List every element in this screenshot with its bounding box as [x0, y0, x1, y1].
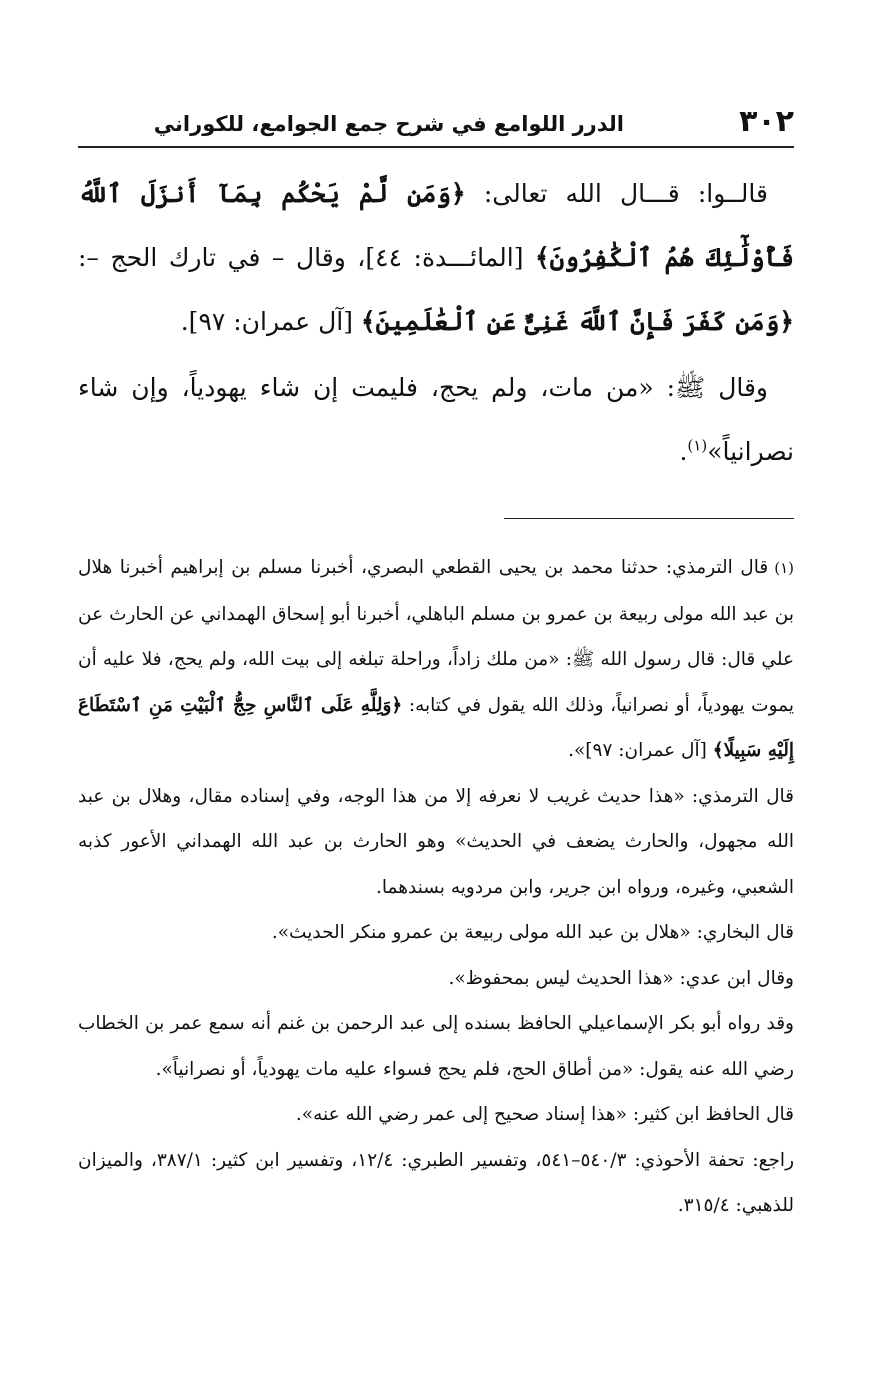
document-page	[78, 96, 794, 1229]
footnote-text: قال الترمذي: حدثنا محمد بن يحيى القطعي البصري، أخبرنا مسلم بن إبراهيم أخبرنا هلال بن عبد الله مولى ربيعة بن عمرو بن مسلم الباهلي، أخبرنا أبو إسحاق الهمداني عن الحارث عن علي قال: قال رسول الله ﷺ: «من ملك زاداً، وراحلة تبلغه إلى بيت الله، ولم يحج، فلا عليه أن يموت يهودياً، أو نصرانياً، وذلك الله يقول في كتابه:	[78, 557, 794, 716]
running-header	[78, 96, 794, 148]
footnote-paragraph: قال الحافظ ابن كثير: «هذا إسناد صحيح إلى عمر رضي الله عنه».	[295, 1104, 794, 1125]
verse-reference: [آل عمران: ٩٧]».	[568, 740, 713, 761]
quran-verse: ﴿وَمَن كَفَرَ فَإِنَّ ٱللَّهَ غَنِىٌّ عَنِ ٱلْعَٰلَمِينَ﴾	[360, 307, 794, 336]
punctuation: .	[679, 437, 688, 466]
quran-verse: ﴿وَمَن لَّمْ يَحْكُم بِمَآ أَنزَلَ ٱللَّهُ فَأُوْلَٰٓئِكَ هُمُ ٱلْكَٰفِرُونَ﴾	[78, 179, 794, 272]
footnote-paragraph: وقد رواه أبو بكر الإسماعيلي الحافظ بسنده إلى عبد الرحمن بن غنم أنه سمع عمر بن الخطاب رضي الله عنه يقول: «من أطاق الحج، فلم يحج فسواء عليه مات يهودياً، أو نصرانياً».	[78, 1013, 794, 1080]
footnote-paragraph: قال الترمذي: «هذا حديث غريب لا نعرفه إلا من هذا الوجه، وفي إسناده مقال، وهلال بن عبد الله مجهول، والحارث يضعف في الحديث» وهو الحارث بن عبد الله الهمداني الأعور كذبه الشعبي، وغيره، ورواه ابن جرير، وابن مردويه بسندهما.	[78, 785, 794, 898]
footnote-paragraph: قال البخاري: «هلال بن عبد الله مولى ربيعة بن عمرو منكر الحديث».	[271, 922, 794, 943]
main-text	[78, 162, 794, 484]
hadith-text: وقال ﷺ: «من مات، ولم يحج، فليمت إن شاء يهودياً، وإن شاء نصرانياً»	[78, 373, 794, 466]
footnote-paragraph: وقال ابن عدي: «هذا الحديث ليس بمحفوظ».	[448, 967, 794, 989]
main-paragraph	[78, 162, 794, 354]
footnote-marker: (١)	[774, 559, 794, 577]
footnote-paragraph	[78, 545, 794, 774]
footnotes	[78, 545, 794, 1229]
footnote-separator	[78, 518, 794, 519]
footnote-reference: (١)	[687, 436, 708, 455]
verse-reference: [آل عمران: ٩٧].	[180, 307, 361, 336]
footnote-rule	[504, 518, 794, 519]
page-number: ٣٠٢	[739, 104, 794, 139]
main-paragraph	[78, 356, 794, 484]
quran-verse: ﴿وَلِلَّهِ عَلَى ٱلنَّاسِ حِجُّ ٱلْبَيْتِ مَنِ ٱسْتَطَاعَ إِلَيْهِ سَبِيلًا﴾	[78, 694, 794, 761]
footnote-paragraph: راجع: تحفة الأحوذي: ٥٤٠/٣–٥٤١، وتفسير الطبري: ١٢/٤، وتفسير ابن كثير: ٣٨٧/١، والميزان للذهبي: ٣١٥/٤.	[78, 1149, 794, 1216]
book-title: الدرر اللوامع في شرح جمع الجوامع، للكوراني	[153, 112, 624, 136]
verse-reference: [المائـــدة: ٤٤]، وقال – في تارك الحج –:	[78, 243, 536, 272]
header-rule	[78, 146, 794, 148]
intro-text: قالــوا: قـــال الله تعالى:	[465, 179, 768, 208]
